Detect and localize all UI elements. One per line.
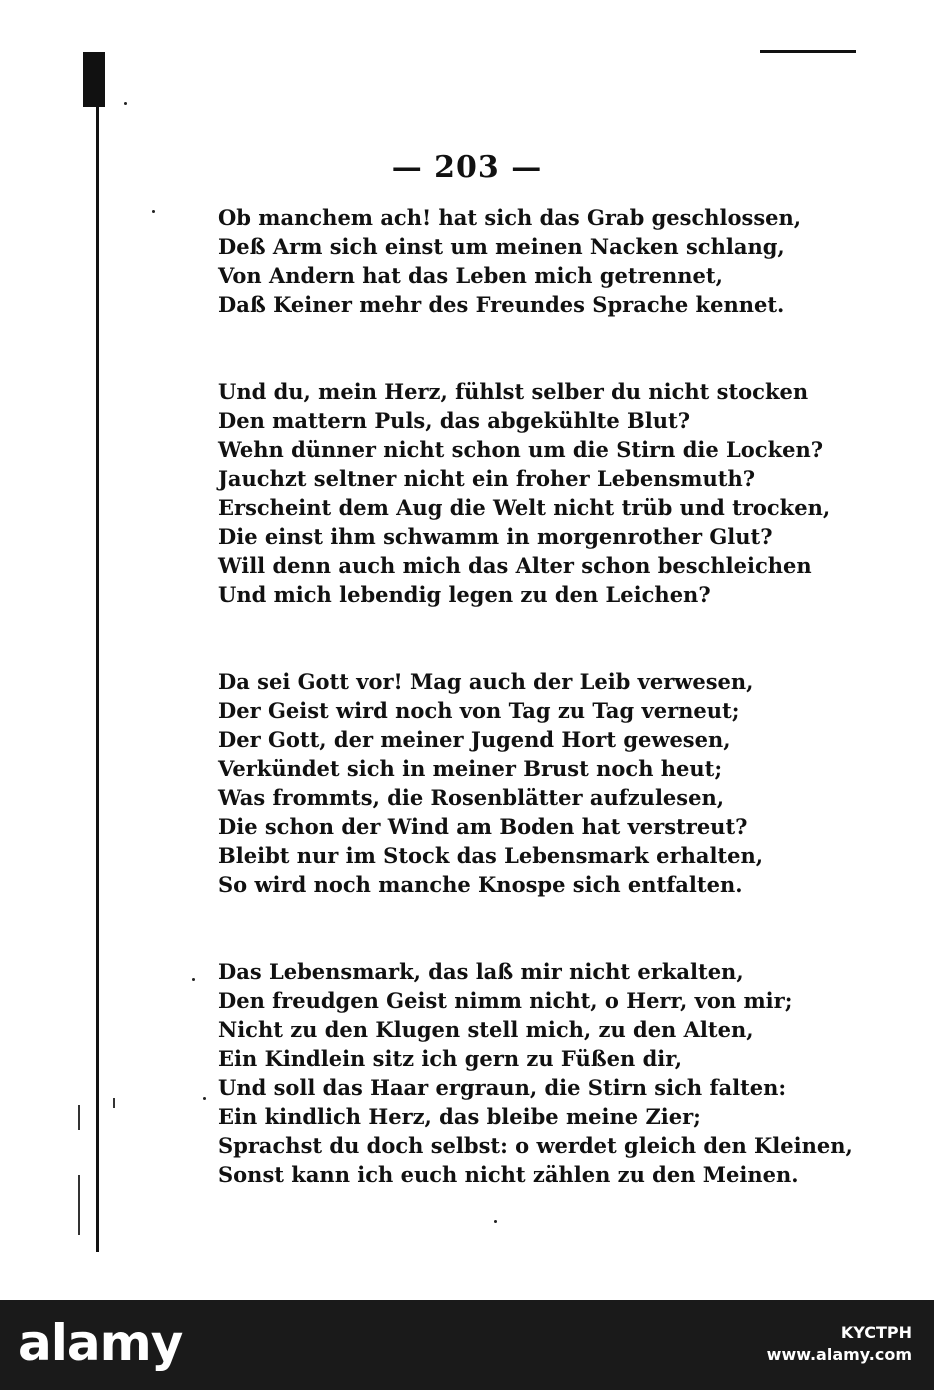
stanza — [218, 203, 802, 319]
poem-line: Da sei Gott vor! Mag auch der Leib verwesen, — [218, 669, 754, 694]
stanza — [218, 377, 831, 609]
poem-line: Ein Kindlein sitz ich gern zu Füßen dir, — [218, 1046, 683, 1071]
print-mark — [78, 1105, 80, 1130]
watermark-info — [767, 1322, 912, 1366]
print-mark — [113, 1098, 115, 1108]
poem-line: Bleibt nur im Stock das Lebensmark erhalten, — [218, 843, 764, 868]
poem-line: Sonst kann ich euch nicht zählen zu den Meinen. — [218, 1162, 799, 1187]
poem-line: Ob manchem ach! hat sich das Grab geschlossen, — [218, 205, 802, 230]
page-number: — 203 — — [391, 150, 543, 185]
poem-line: Verkündet sich in meiner Brust noch heut; — [218, 756, 723, 781]
poem-line: Den mattern Puls, das abgekühlte Blut? — [218, 408, 691, 433]
print-speck — [152, 210, 155, 213]
poem-line: Ein kindlich Herz, das bleibe meine Zier; — [218, 1104, 701, 1129]
poem-line: Wehn dünner nicht schon um die Stirn die Locken? — [218, 437, 824, 462]
poem-line: Deß Arm sich einst um meinen Nacken schlang, — [218, 234, 785, 259]
print-speck — [192, 978, 195, 981]
poem-line: Will denn auch mich das Alter schon beschleichen — [218, 553, 812, 578]
stanza — [218, 667, 764, 899]
print-mark — [78, 1175, 80, 1235]
poem-line: Von Andern hat das Leben mich getrennet, — [218, 263, 723, 288]
poem-line: Jauchzt seltner nicht ein froher Lebensmuth? — [218, 466, 756, 491]
poem-line: So wird noch manche Knospe sich entfalten. — [218, 872, 743, 897]
poem-line: Den freudgen Geist nimm nicht, o Herr, von mir; — [218, 988, 793, 1013]
poem-line: Und du, mein Herz, fühlst selber du nicht stocken — [218, 379, 809, 404]
poem-line: Was frommts, die Rosenblätter aufzulesen, — [218, 785, 725, 810]
top-rule — [760, 50, 856, 53]
print-speck — [124, 102, 127, 105]
image-id: KYCTPH — [840, 1323, 912, 1342]
print-speck — [203, 1097, 206, 1100]
site-url: www.alamy.com — [766, 1345, 912, 1364]
poem-line: Das Lebensmark, das laß mir nicht erkalten, — [218, 959, 744, 984]
stanza — [218, 957, 853, 1189]
poem-text — [218, 203, 853, 1247]
poem-line: Sprachst du doch selbst: o werdet gleich den Kleinen, — [218, 1133, 853, 1158]
poem-line: Der Geist wird noch von Tag zu Tag verneut; — [218, 698, 740, 723]
page-edge-mark — [83, 52, 105, 107]
poem-line: Erscheint dem Aug die Welt nicht trüb und trocken, — [218, 495, 831, 520]
brand-logo: alamy — [18, 1314, 183, 1372]
poem-line: Die schon der Wind am Boden hat verstreut? — [218, 814, 748, 839]
page-gutter-line — [96, 52, 99, 1252]
poem-line: Die einst ihm schwamm in morgenrother Glut? — [218, 524, 773, 549]
poem-line: Und soll das Haar ergraun, die Stirn sich falten: — [218, 1075, 787, 1100]
poem-line: Nicht zu den Klugen stell mich, zu den Alten, — [218, 1017, 754, 1042]
poem-line: Daß Keiner mehr des Freundes Sprache kennet. — [218, 292, 785, 317]
poem-line: Der Gott, der meiner Jugend Hort gewesen, — [218, 727, 731, 752]
poem-line: Und mich lebendig legen zu den Leichen? — [218, 582, 711, 607]
watermark-banner — [0, 1300, 934, 1390]
